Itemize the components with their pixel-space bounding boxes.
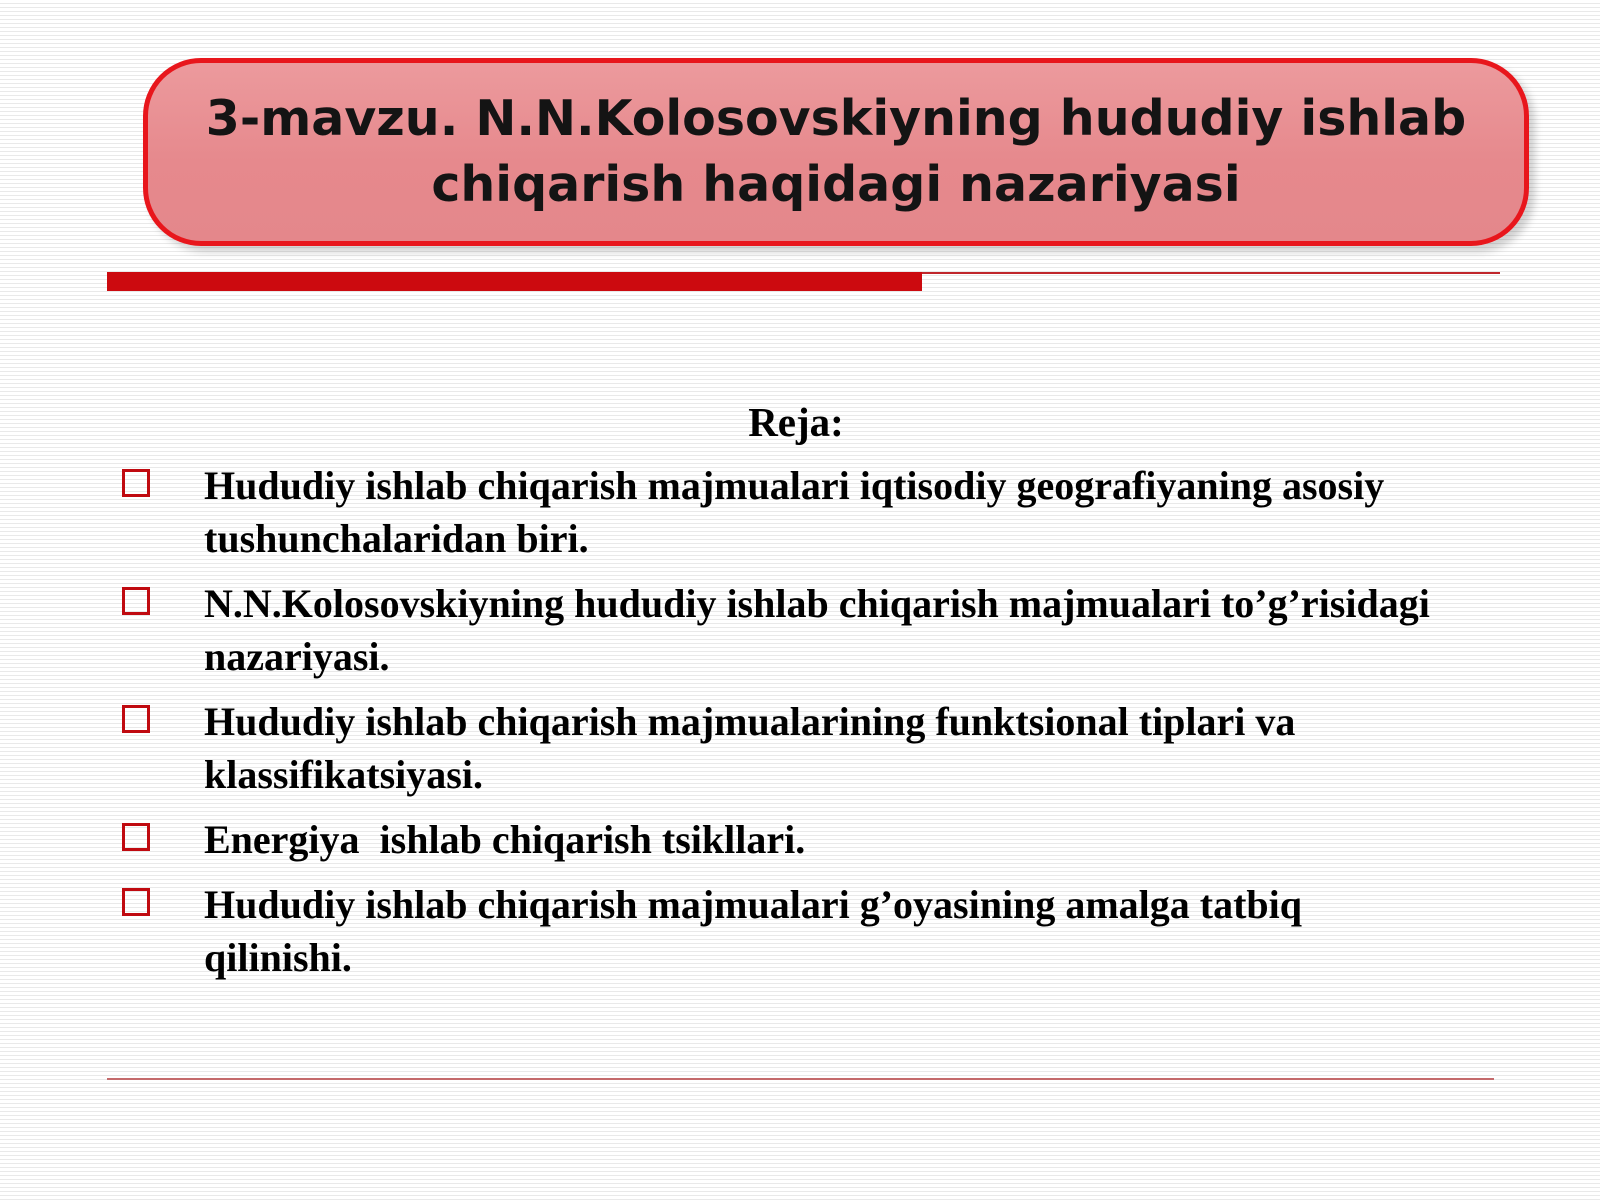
hollow-square-bullet-icon	[122, 587, 150, 615]
slide-title-line-1: 3-mavzu. N.N.Kolosovskiyning hududiy ishlab	[205, 90, 1467, 147]
plan-heading-text: Reja:	[748, 399, 844, 445]
hollow-square-bullet-icon	[122, 469, 150, 497]
slide-title	[166, 86, 1506, 218]
accent-divider-thick	[107, 272, 922, 291]
accent-divider-thin	[922, 272, 1500, 274]
plan-item-text: Energiya ishlab chiqarish tsikllari.	[204, 817, 806, 862]
hollow-square-bullet-icon	[122, 888, 150, 916]
plan-item	[0, 459, 1600, 565]
hollow-square-bullet-icon	[122, 705, 150, 733]
title-banner	[143, 58, 1529, 246]
plan-item-text: Hududiy ishlab chiqarish majmualari g’oyasining amalga tatbiq qilinishi.	[204, 882, 1313, 980]
slide-title-line-2: chiqarish haqidagi nazariyasi	[431, 156, 1241, 213]
plan-item	[0, 577, 1600, 683]
plan-item-text: N.N.Kolosovskiyning hududiy ishlab chiqarish majmualari to’g’risidagi nazariyasi.	[204, 581, 1440, 679]
footer-divider	[107, 1078, 1494, 1080]
hollow-square-bullet-icon	[122, 823, 150, 851]
plan-heading	[0, 396, 1600, 448]
plan-item	[0, 695, 1600, 801]
plan-item	[0, 878, 1600, 984]
plan-item-text: Hududiy ishlab chiqarish majmualari iqtisodiy geografiyaning asosiy tushunchalaridan biri.	[204, 463, 1395, 561]
plan-item-text: Hududiy ishlab chiqarish majmualarining funktsional tiplari va klassifikatsiyasi.	[204, 699, 1306, 797]
plan-list	[0, 459, 1600, 996]
plan-item	[0, 813, 1600, 866]
